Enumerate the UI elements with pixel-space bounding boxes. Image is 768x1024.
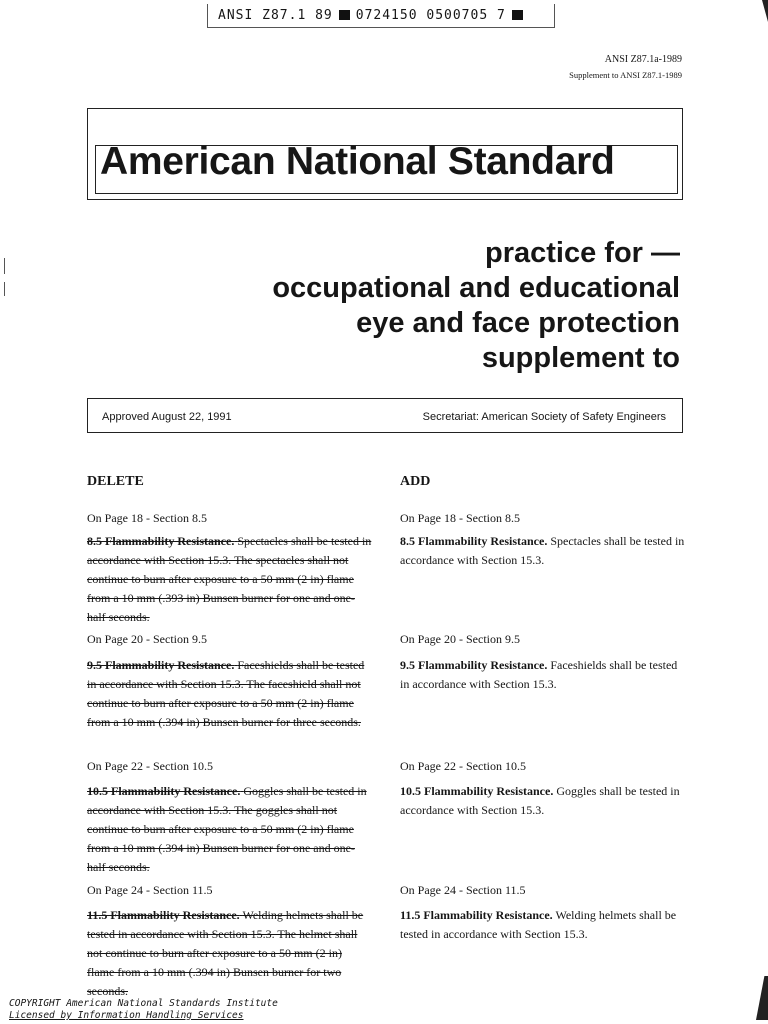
page-title: American National Standard: [100, 140, 615, 183]
delete-paragraph: [87, 656, 372, 732]
supplement-note: Supplement to ANSI Z87.1-1989: [569, 70, 682, 80]
catalog-prefix: ANSI Z87.1 89: [218, 8, 333, 23]
add-paragraph-text: Spectacles shall be tested in accordance with Section 15.3.: [400, 534, 685, 567]
add-page-ref: On Page 18 - Section 8.5: [400, 511, 520, 525]
scan-edge-mark: [756, 976, 768, 1020]
delete-page-ref: On Page 24 - Section 11.5: [87, 883, 213, 897]
scan-edge-tick: [4, 258, 5, 274]
black-square-icon: [339, 10, 350, 20]
add-paragraph-text: Faceshields shall be tested in accordance with Section 15.3.: [400, 658, 678, 691]
delete-paragraph-text: Goggles shall be tested in accordance with Section 15.3. The goggles shall not continue to burn after exposure to a 50 mm (2 in) flame from a 10 mm (.394 in) Bunsen burner for one and one-half seconds.: [87, 784, 367, 874]
license-notice: Licensed by Information Handling Services: [9, 1010, 244, 1021]
delete-paragraph-text: Spectacles shall be tested in accordance with Section 15.3. The spectacles shall not continue to burn after exposure to a 50 mm (2 in) flame from a 10 mm (.393 in) Bunsen burner for one and one-half seconds.: [87, 534, 372, 624]
delete-page-ref: On Page 18 - Section 8.5: [87, 511, 207, 525]
delete-paragraph: [87, 906, 372, 1001]
approval-box: [87, 398, 683, 433]
add-paragraph: [400, 656, 685, 694]
secretariat: Secretariat: American Society of Safety Engineers: [422, 411, 666, 423]
scan-edge-tick: [4, 282, 5, 296]
add-paragraph-heading: 9.5 Flammability Resistance.: [400, 658, 548, 672]
add-page-ref: On Page 24 - Section 11.5: [400, 883, 526, 897]
subtitle-line: occupational and educational: [272, 272, 680, 304]
delete-paragraph-heading: 8.5 Flammability Resistance.: [87, 534, 235, 548]
add-paragraph-heading: 10.5 Flammability Resistance.: [400, 784, 554, 798]
add-paragraph-heading: 8.5 Flammability Resistance.: [400, 534, 548, 548]
add-page-ref: On Page 20 - Section 9.5: [400, 632, 520, 646]
add-paragraph-text: Goggles shall be tested in accordance with Section 15.3.: [400, 784, 680, 817]
subtitle-line: eye and face protection: [356, 307, 680, 339]
add-paragraph-heading: 11.5 Flammability Resistance.: [400, 908, 553, 922]
footer: [9, 998, 278, 1022]
approval-date: Approved August 22, 1991: [102, 411, 232, 423]
add-paragraph: [400, 782, 685, 820]
standard-number: ANSI Z87.1a-1989: [604, 54, 682, 65]
catalog-line: [207, 4, 555, 28]
subtitle: [272, 236, 680, 376]
delete-heading: DELETE: [87, 474, 144, 489]
delete-paragraph-heading: 11.5 Flammability Resistance.: [87, 908, 240, 922]
add-paragraph: [400, 532, 685, 570]
delete-paragraph-heading: 9.5 Flammability Resistance.: [87, 658, 235, 672]
catalog-numbers: 0724150 0500705 7: [355, 8, 506, 23]
delete-paragraph-text: Welding helmets shall be tested in accordance with Section 15.3. The helmet shall not continue to burn after exposure to a 50 mm (2 in) flame from a 10 mm (.394 in) Bunsen burner for two seconds.: [87, 908, 364, 998]
add-page-ref: On Page 22 - Section 10.5: [400, 759, 526, 773]
delete-paragraph-text: Faceshields shall be tested in accordance with Section 15.3. The faceshield shall not continue to burn after exposure to a 50 mm (2 in) flame from a 10 mm (.394 in) Bunsen burner for three seconds.: [87, 658, 365, 729]
delete-paragraph-heading: 10.5 Flammability Resistance.: [87, 784, 241, 798]
scan-edge-mark: [758, 0, 768, 22]
add-heading: ADD: [400, 474, 431, 489]
delete-paragraph: [87, 782, 372, 877]
copyright-notice: COPYRIGHT American National Standards Institute: [9, 998, 278, 1009]
subtitle-line: practice for —: [485, 237, 680, 269]
delete-page-ref: On Page 20 - Section 9.5: [87, 632, 207, 646]
delete-paragraph: [87, 532, 372, 627]
add-paragraph-text: Welding helmets shall be tested in accordance with Section 15.3.: [400, 908, 677, 941]
add-paragraph: [400, 906, 685, 944]
black-square-icon: [512, 10, 523, 20]
delete-page-ref: On Page 22 - Section 10.5: [87, 759, 213, 773]
subtitle-line: supplement to: [481, 342, 680, 374]
